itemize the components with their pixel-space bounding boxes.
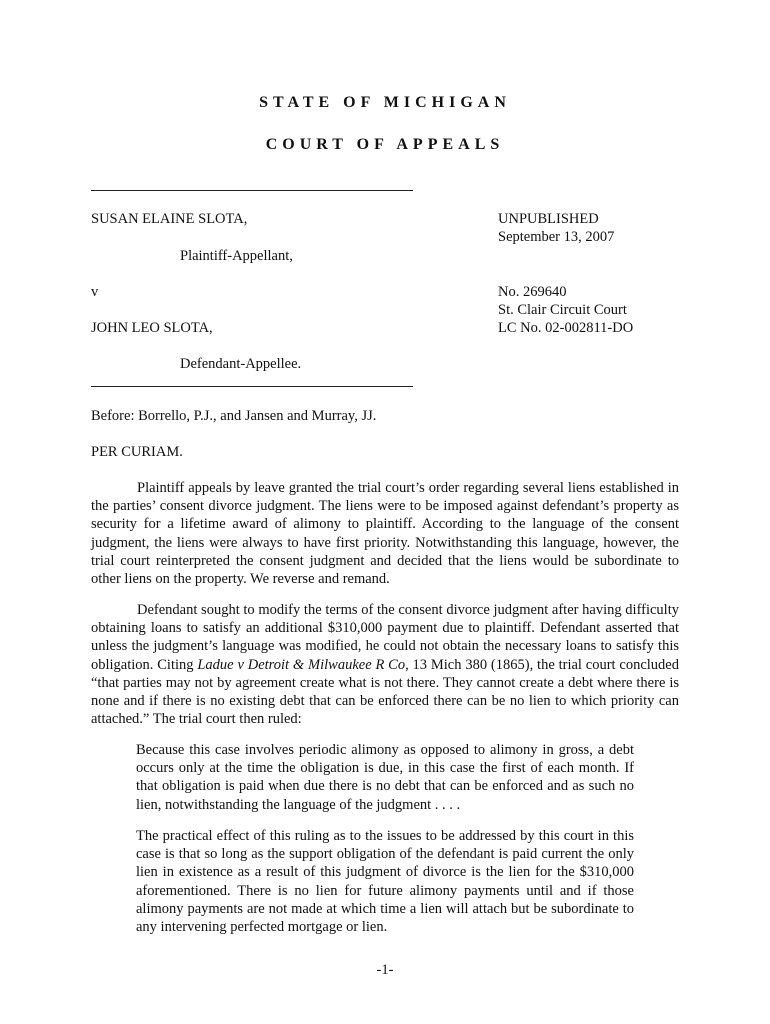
page-number: -1-	[376, 962, 394, 978]
opinion-paragraph-1	[91, 479, 679, 588]
paragraph-1-text: Plaintiff appeals by leave granted the trial court’s order regarding several liens established in the parties’ consent divorce judgment. The liens were to be imposed against defendant’s property as security for a lifetime award of alimony to plaintiff. According to the language of the consent judgment, the liens were always to have first priority. Notwithstanding this language, however, the trial court reinterpreted the consent judgment and decided that the liens would be subordinate to other liens on the property. We reverse and remand.	[91, 480, 679, 588]
publication-status: UNPUBLISHED	[498, 211, 599, 227]
court-heading: COURT OF APPEALS	[265, 136, 505, 153]
caption-bottom-rule	[91, 386, 413, 387]
lower-court: St. Clair Circuit Court	[498, 302, 627, 318]
block-quote-2	[136, 827, 634, 936]
quote-2-text: The practical effect of this ruling as to the issues to be addressed by this court in this case is that so long as the support obligation of the defendant is paid current the only lien in existence as a result of this judgment of divorce is the lien for the $310,000 aforementioned. There is no lien for future alimony payments until and if those alimony payments are not made at which time a lien will attach but be subordinate to any intervening perfected mortgage or lien.	[136, 828, 634, 936]
lc-number: LC No. 02-002811-DO	[498, 320, 634, 336]
defendant-role: Defendant-Appellee.	[180, 356, 302, 372]
paragraph-2-before: Defendant sought to modify the terms of the consent divorce judgment after having difficulty obtaining loans to satisfy an additional $310,000 payment due to plaintiff. Defendant asserted that unless the judgment’s language was modified, he could not obtain the necessary loans to satisfy this obligation. Citing	[91, 602, 679, 673]
versus: v	[91, 284, 99, 300]
defendant-name: JOHN LEO SLOTA,	[91, 320, 213, 336]
panel-judges: Before: Borrello, P.J., and Jansen and Murray, JJ.	[91, 408, 377, 424]
docket-number: No. 269640	[498, 284, 567, 300]
plaintiff-role: Plaintiff-Appellant,	[180, 248, 293, 264]
case-citation-name: Ladue v Detroit & Milwaukee R Co	[197, 656, 406, 673]
per-curiam: PER CURIAM.	[91, 444, 183, 460]
decision-date: September 13, 2007	[498, 229, 615, 245]
caption-top-rule	[91, 190, 413, 191]
paragraph-2-after: , 13 Mich 380 (1865), the trial court concluded “that parties may not by agreement create what is not there. They cannot create a debt where there is none and if there is no existing debt that can be enforced there can be no lien to which priority can attached.” The trial court then ruled:	[91, 656, 679, 728]
state-heading: STATE OF MICHIGAN	[259, 94, 511, 111]
block-quote-1	[136, 741, 634, 814]
opinion-paragraph-2	[91, 601, 679, 728]
plaintiff-name: SUSAN ELAINE SLOTA,	[91, 211, 248, 227]
quote-1-text: Because this case involves periodic alimony as opposed to alimony in gross, a debt occurs only at the time the obligation is due, in this case the first of each month. If that obligation is paid when due there is no debt that can be enforced and as such no lien, notwithstanding the language of the judgment . . . .	[136, 742, 634, 813]
